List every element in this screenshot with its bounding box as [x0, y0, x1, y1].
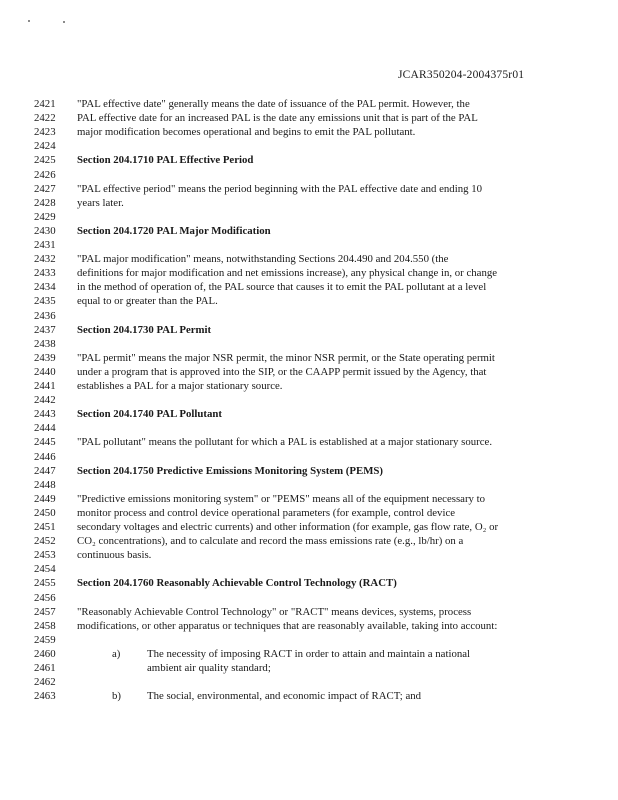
line-row — [0, 379, 618, 393]
line-row — [0, 351, 618, 365]
section-heading: Section 204.1740 PAL Pollutant — [77, 408, 222, 421]
line-row — [0, 224, 618, 238]
line-row — [0, 294, 618, 308]
line-text: The necessity of imposing RACT in order to attain and maintain a national — [147, 647, 471, 660]
line-number: 2436 — [34, 309, 56, 322]
section-heading: Section 204.1750 Predictive Emissions Monitoring System (PEMS) — [77, 464, 383, 477]
line-number: 2433 — [34, 267, 56, 280]
line-row — [0, 407, 618, 421]
line-number: 2458 — [34, 619, 56, 632]
line-number: 2461 — [34, 662, 56, 674]
line-text: The social, environmental, and economic impact of RACT; and — [147, 690, 422, 703]
line-number: 2446 — [34, 450, 56, 463]
line-number: 2452 — [34, 535, 56, 548]
line-text: in the method of operation of, the PAL source that causes it to emit the PAL pollutant at a level — [77, 281, 487, 294]
line-text: definitions for major modification and net emissions increase), any physical change in, or change — [77, 267, 498, 280]
line-number: 2429 — [34, 210, 56, 223]
line-number: 2454 — [34, 563, 56, 576]
line-number: 2422 — [34, 112, 56, 125]
line-row — [0, 210, 618, 224]
line-text: ambient air quality standard; — [147, 662, 271, 674]
line-number: 2431 — [34, 239, 56, 251]
line-number: 2462 — [34, 676, 56, 689]
line-row — [0, 506, 618, 520]
line-row — [0, 689, 618, 703]
line-number: 2428 — [34, 196, 56, 209]
line-text: "Predictive emissions monitoring system" or "PEMS" means all of the equipment necessary to — [77, 492, 486, 505]
section-heading: Section 204.1710 PAL Effective Period — [77, 154, 254, 167]
line-number: 2439 — [34, 351, 56, 364]
line-text: "PAL effective period" means the period beginning with the PAL effective date and ending 10 — [77, 182, 482, 195]
line-number: 2430 — [34, 224, 56, 237]
line-number: 2427 — [34, 182, 56, 195]
scan-speck — [28, 20, 30, 22]
line-number: 2448 — [34, 478, 56, 491]
line-text: modifications, or other apparatus or techniques that are reasonably available, taking into account: — [77, 619, 498, 632]
line-row — [0, 309, 618, 323]
document-id-header: JCAR350204-2004375r01 — [398, 69, 525, 81]
line-text: establishes a PAL for a major stationary source. — [77, 380, 283, 392]
line-row — [0, 365, 618, 379]
line-row — [0, 182, 618, 196]
line-number: 2434 — [34, 281, 56, 294]
line-row — [0, 97, 618, 111]
line-number: 2460 — [34, 647, 56, 660]
line-number: 2445 — [34, 436, 56, 449]
list-item-label: b) — [112, 690, 121, 703]
line-row — [0, 633, 618, 647]
line-number: 2456 — [34, 591, 56, 604]
line-text: PAL effective date for an increased PAL is the date any emissions unit that is part of the PAL — [77, 112, 478, 125]
line-row — [0, 421, 618, 435]
line-number: 2444 — [34, 422, 56, 435]
line-row — [0, 591, 618, 605]
line-row — [0, 548, 618, 562]
line-text: "PAL pollutant" means the pollutant for which a PAL is established at a major stationary source. — [77, 436, 493, 449]
line-row — [0, 238, 618, 252]
line-number: 2421 — [34, 98, 56, 110]
line-text: continuous basis. — [77, 549, 152, 562]
line-number: 2440 — [34, 365, 56, 378]
line-row — [0, 280, 618, 294]
line-number: 2438 — [34, 337, 56, 350]
line-row — [0, 393, 618, 407]
line-row — [0, 125, 618, 139]
line-number: 2426 — [34, 168, 56, 181]
line-text: "PAL effective date" generally means the date of issuance of the PAL permit. However, the — [77, 98, 470, 110]
line-number: 2453 — [34, 549, 56, 562]
line-number: 2455 — [34, 577, 56, 590]
line-row — [0, 661, 618, 675]
list-item-label: a) — [112, 647, 121, 660]
line-row — [0, 647, 618, 661]
line-number: 2423 — [34, 126, 56, 139]
section-heading: Section 204.1720 PAL Major Modification — [77, 224, 271, 237]
line-number: 2424 — [34, 140, 56, 153]
line-text: major modification becomes operational and begins to emit the PAL pollutant. — [77, 126, 416, 139]
line-row — [0, 562, 618, 576]
line-row — [0, 534, 618, 548]
line-row — [0, 252, 618, 266]
line-number: 2442 — [34, 394, 56, 407]
line-number: 2451 — [34, 521, 56, 533]
line-number: 2449 — [34, 492, 56, 505]
line-number: 2437 — [34, 323, 56, 336]
line-text: under a program that is approved into the SIP, or the CAAPP permit issued by the Agency, that — [77, 365, 487, 378]
line-row — [0, 478, 618, 492]
line-number: 2450 — [34, 506, 56, 519]
line-number: 2443 — [34, 408, 56, 421]
line-number: 2441 — [34, 380, 56, 392]
line-row — [0, 605, 618, 619]
line-text: "PAL permit" means the major NSR permit, the minor NSR permit, or the State operating permit — [77, 351, 495, 364]
line-row — [0, 576, 618, 590]
line-row — [0, 111, 618, 125]
line-text: years later. — [77, 196, 124, 209]
line-number: 2425 — [34, 154, 56, 167]
line-row — [0, 337, 618, 351]
line-row — [0, 435, 618, 449]
line-text: "Reasonably Achievable Control Technology" or "RACT" means devices, systems, process — [77, 605, 472, 618]
line-number: 2435 — [34, 295, 56, 308]
line-text: equal to or greater than the PAL. — [77, 295, 218, 308]
line-number: 2447 — [34, 464, 56, 477]
line-number: 2432 — [34, 253, 56, 266]
line-row — [0, 450, 618, 464]
line-row — [0, 196, 618, 210]
line-row — [0, 139, 618, 153]
line-number: 2459 — [34, 633, 56, 646]
line-row — [0, 675, 618, 689]
line-text: CO₂ concentrations), and to calculate and record the mass emissions rate (e.g., lb/hr) on a — [77, 535, 464, 548]
line-number: 2457 — [34, 605, 56, 618]
line-text: "PAL major modification" means, notwithstanding Sections 204.490 and 204.550 (the — [77, 253, 449, 266]
line-row — [0, 153, 618, 167]
scan-speck — [63, 21, 65, 23]
line-row — [0, 619, 618, 633]
section-heading: Section 204.1760 Reasonably Achievable Control Technology (RACT) — [77, 577, 397, 590]
line-text: monitor process and control device operational parameters (for example, control device — [77, 506, 456, 519]
line-row — [0, 266, 618, 280]
section-heading: Section 204.1730 PAL Permit — [77, 323, 212, 336]
line-row — [0, 520, 618, 534]
line-row — [0, 464, 618, 478]
line-text: secondary voltages and electric currents) and other information (for example, gas flow rate, O₂ or — [77, 521, 499, 533]
line-row — [0, 492, 618, 506]
line-number: 2463 — [34, 690, 56, 703]
line-row — [0, 168, 618, 182]
line-row — [0, 323, 618, 337]
